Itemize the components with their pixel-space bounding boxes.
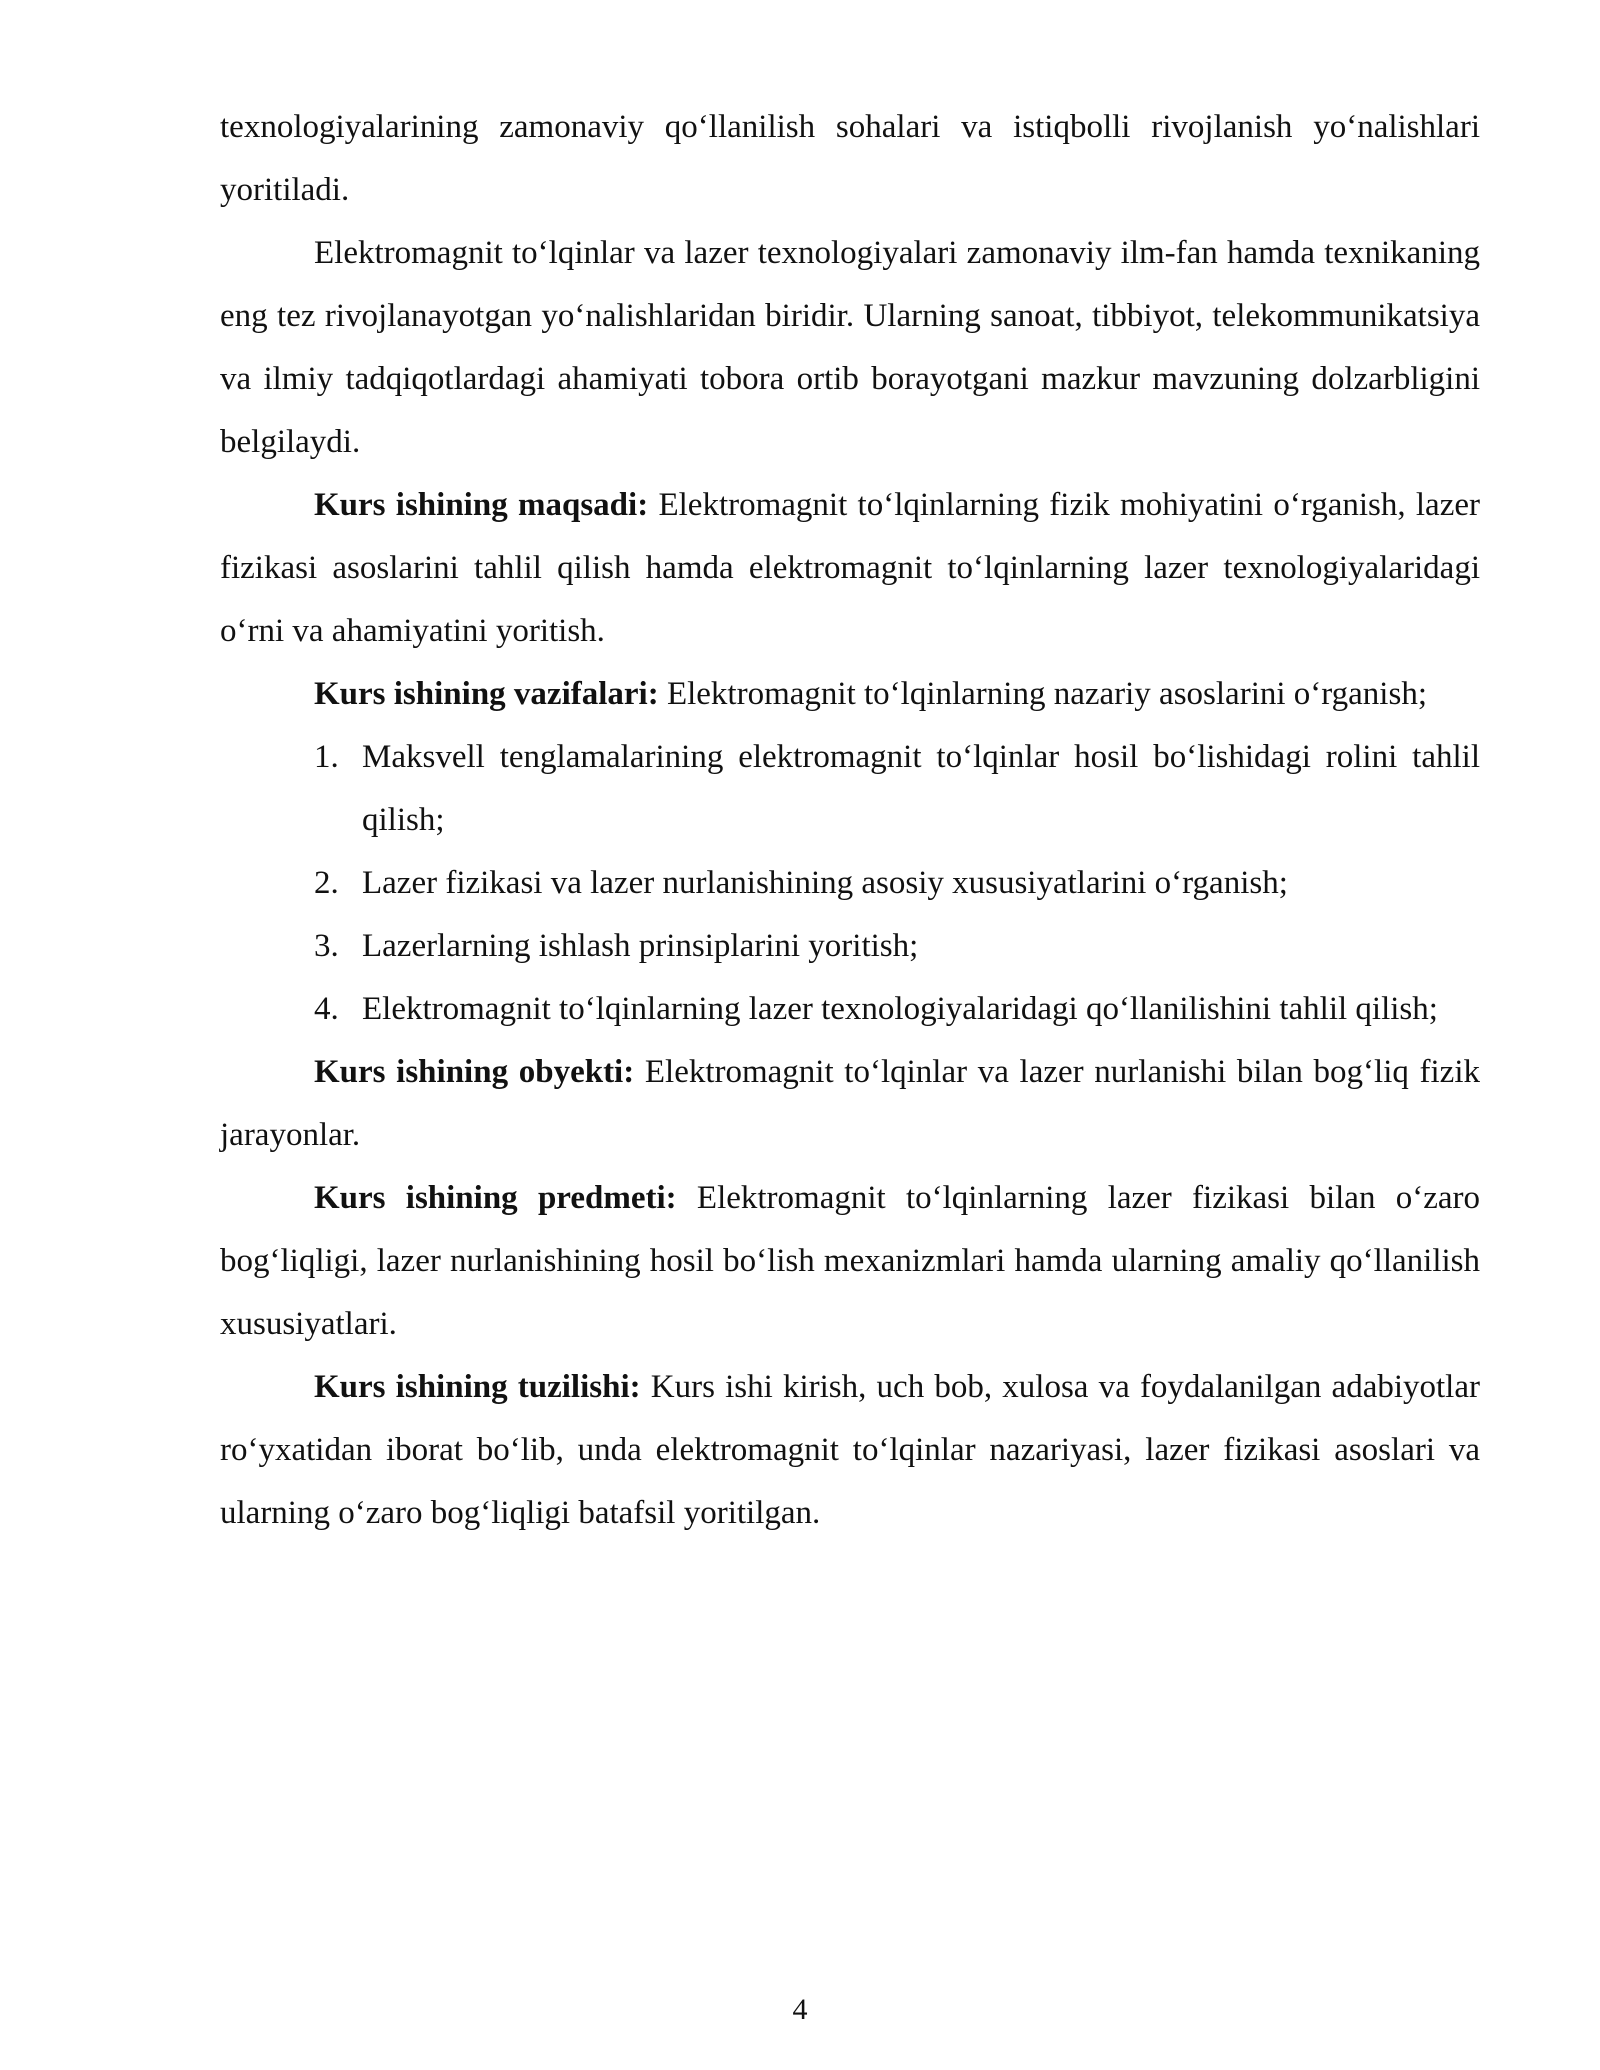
- page-number: 4: [792, 1993, 808, 2026]
- structure-paragraph: [220, 1356, 1480, 1545]
- task-list-item: [314, 978, 1480, 1041]
- tasks-text: Elektromagnit to‘lqinlarning nazariy asoslarini o‘rganish;: [658, 676, 1427, 712]
- goal-paragraph: [220, 474, 1480, 663]
- object-paragraph: [220, 1041, 1480, 1167]
- task-text: Lazerlarning ishlash prinsiplarini yoritish;: [362, 928, 919, 964]
- task-number: 2.: [314, 865, 339, 901]
- task-text: Lazer fizikasi va lazer nurlanishining asosiy xususiyatlarini o‘rganish;: [362, 865, 1288, 901]
- task-text: Maksvell tenglamalarining elektromagnit to‘lqinlar hosil bo‘lishidagi rolini tahlil qilish;: [362, 739, 1480, 838]
- object-label: Kurs ishining obyekti:: [314, 1054, 635, 1090]
- task-number: 3.: [314, 928, 339, 964]
- subject-paragraph: [220, 1167, 1480, 1356]
- tasks-label: Kurs ishining vazifalari:: [314, 676, 659, 712]
- subject-text: Elektromagnit to‘lqinlarning lazer fizikasi bilan o‘zaro bog‘liqligi, lazer nurlanishining hosil bo‘lish mexanizmlari hamda ularning amaliy qo‘llanilish xususiyatlari.: [220, 1180, 1480, 1342]
- document-page: [220, 96, 1480, 1545]
- task-list-item: [314, 915, 1480, 978]
- intro-continuation-paragraph: texnologiyalarining zamonaviy qo‘llanilish sohalari va istiqbolli rivojlanish yo‘nalishlari yoritiladi.: [220, 109, 1480, 208]
- subject-label: Kurs ishining predmeti:: [314, 1180, 677, 1216]
- task-list: [220, 726, 1480, 1041]
- goal-label: Kurs ishining maqsadi:: [314, 487, 649, 523]
- structure-text: Kurs ishi kirish, uch bob, xulosa va foydalanilgan adabiyotlar ro‘yxatidan iborat bo‘lib, unda elektromagnit to‘lqinlar nazariyasi, lazer fizikasi asoslari va ularning o‘zaro bog‘liqligi batafsil yoritilgan.: [220, 1369, 1480, 1531]
- object-text: Elektromagnit to‘lqinlar va lazer nurlanishi bilan bog‘liq fizik jarayonlar.: [220, 1054, 1480, 1153]
- task-number: 1.: [314, 739, 339, 775]
- task-text: Elektromagnit to‘lqinlarning lazer texnologiyalaridagi qo‘llanilishini tahlil qilish;: [362, 991, 1438, 1027]
- task-list-item: [314, 726, 1480, 852]
- task-number: 4.: [314, 991, 339, 1027]
- goal-text: Elektromagnit to‘lqinlarning fizik mohiyatini o‘rganish, lazer fizikasi asoslarini tahlil qilish hamda elektromagnit to‘lqinlarning lazer texnologiyalaridagi o‘rni va ahamiyatini yoritish.: [220, 487, 1480, 649]
- relevance-paragraph: Elektromagnit to‘lqinlar va lazer texnologiyalari zamonaviy ilm-fan hamda texnikaning eng tez rivojlanayotgan yo‘nalishlaridan biridir. Ularning sanoat, tibbiyot, telekommunikatsiya va ilmiy tadqiqotlardagi ahamiyati tobora ortib borayotgani mazkur mavzuning dolzarbligini belgilaydi.: [220, 235, 1480, 460]
- structure-label: Kurs ishining tuzilishi:: [314, 1369, 641, 1405]
- tasks-paragraph: [220, 663, 1480, 726]
- task-list-item: [314, 852, 1480, 915]
